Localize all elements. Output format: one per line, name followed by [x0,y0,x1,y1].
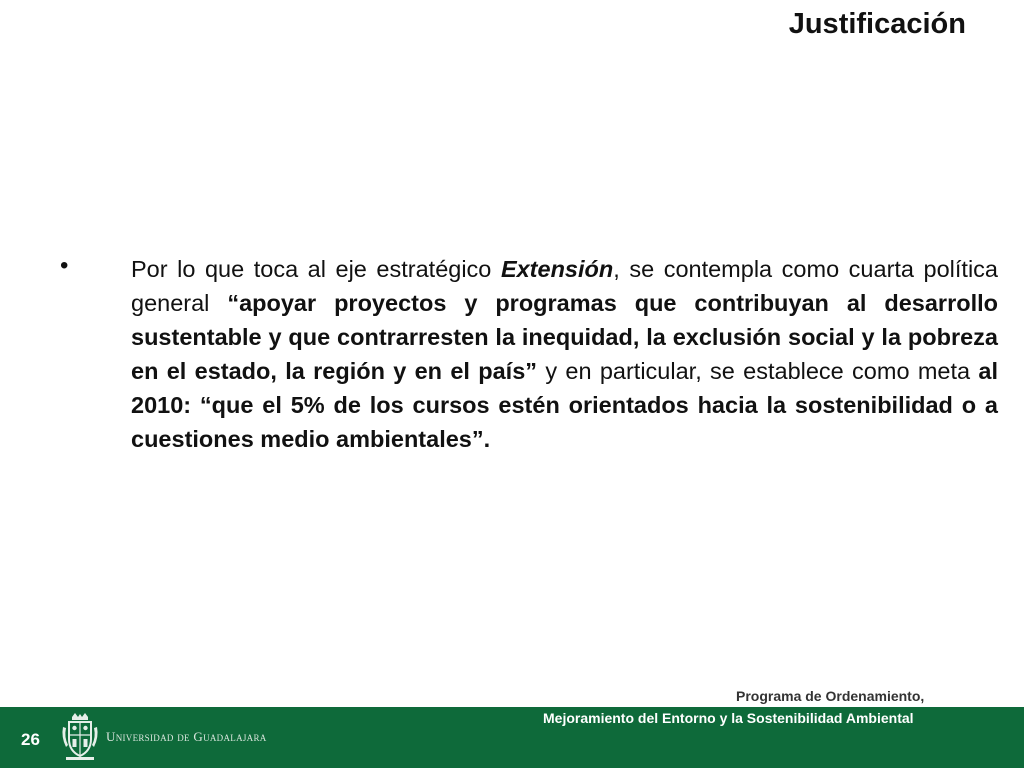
university-crest-icon [60,713,100,761]
goal-quote: al 2010: “que el 5% de los cursos estén orientados hacia la sostenibilidad o a cuestiones medio ambientales”. [131,358,998,452]
body-paragraph [131,252,998,456]
text-segment: y en particular, se establece como meta [537,358,979,384]
text-segment: Por lo que toca al eje estratégico [131,256,501,282]
text-segment: , se contempla como cuarta política general [131,256,999,316]
emphasis-extension: Extensión [500,256,614,282]
program-name-line1: Programa de Ordenamiento, [736,688,925,704]
page-number: 26 [21,730,40,749]
bullet-marker: • [60,252,69,279]
policy-quote: “apoyar proyectos y programas que contribuyan al desarrollo sustentable y que contrarresten la inequidad, la exclusión social y la pobreza en el estado, la región y en el país” [131,290,998,384]
slide-title: Justificación [788,8,966,40]
program-name-line2: Mejoramiento del Entorno y la Sostenibilidad Ambiental [543,710,914,726]
university-name: Universidad de Guadalajara [106,729,267,744]
footer-bar [0,707,1024,768]
